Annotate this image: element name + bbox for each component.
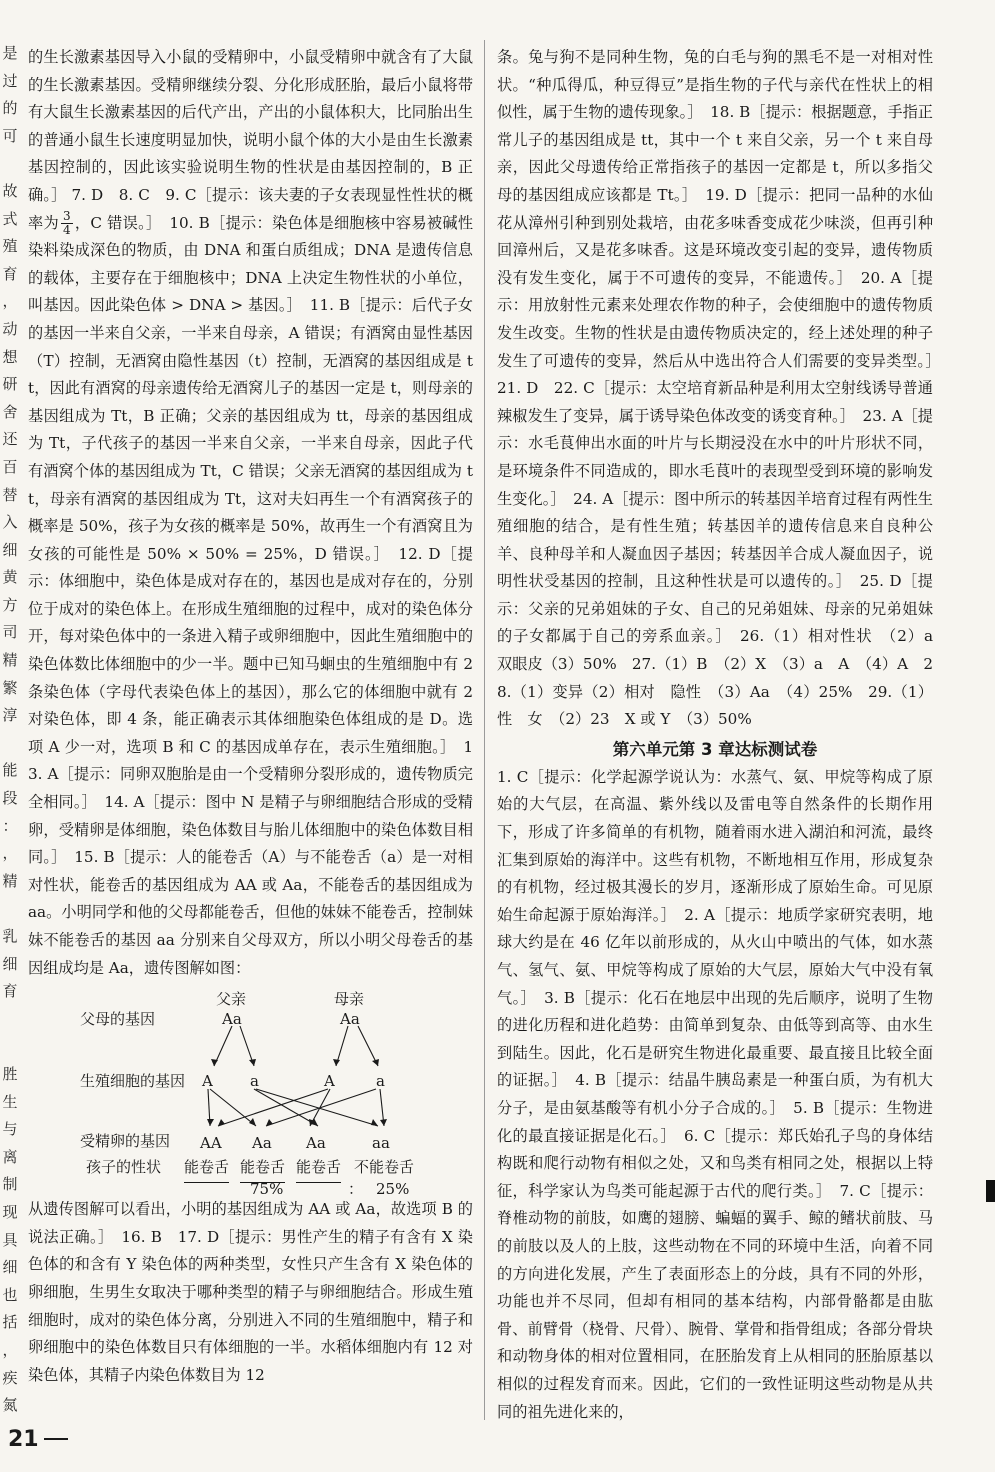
margin-char: 精 xyxy=(2,651,18,670)
left-margin-strip xyxy=(0,40,20,1420)
zygote-AA: AA xyxy=(200,1134,222,1153)
page-number-dash xyxy=(44,1438,68,1440)
mother-label: 母亲 xyxy=(334,990,365,1009)
gamete-father-A: A xyxy=(202,1072,213,1091)
row-label-zygotes: 受精卵的基因 xyxy=(80,1132,171,1151)
mother-gene: Aa xyxy=(340,1010,360,1029)
row-label-parents: 父母的基因 xyxy=(80,1010,156,1029)
margin-char: 氮 xyxy=(2,1396,18,1415)
margin-char: 研 xyxy=(2,375,18,394)
margin-char: 的 xyxy=(2,99,18,118)
margin-char: 黄 xyxy=(2,568,18,587)
margin-char: 淳 xyxy=(2,706,18,725)
margin-char: 替 xyxy=(2,485,18,504)
margin-char: 想 xyxy=(2,347,18,366)
edge-bookmark-tab xyxy=(986,1180,995,1202)
margin-char: 与 xyxy=(2,1120,18,1139)
father-label: 父亲 xyxy=(216,990,247,1009)
gamete-father-a: a xyxy=(250,1072,259,1091)
zygote-Aa-1: Aa xyxy=(252,1134,272,1153)
trait-roll-3: 能卷舌 xyxy=(296,1154,341,1183)
margin-char: 方 xyxy=(2,595,18,614)
fraction-denominator: 4 xyxy=(62,223,71,238)
gamete-mother-a: a xyxy=(376,1072,385,1091)
inheritance-diagram xyxy=(28,986,473,1199)
margin-char: 精 xyxy=(2,871,18,890)
margin-char: 故 xyxy=(2,181,18,200)
margin-char: 细 xyxy=(2,954,18,973)
margin-char: 还 xyxy=(2,430,18,449)
zygote-aa: aa xyxy=(372,1134,390,1153)
margin-char: 乳 xyxy=(2,927,18,945)
left-column xyxy=(28,44,473,1389)
margin-char: 细 xyxy=(2,1258,18,1277)
left-text-1a: 的生长激素基因导入小鼠的受精卵中，小鼠受精卵中就含有了大鼠的生长激素基因。受精卵继续分裂、分化形成胚胎，最后小鼠将带有大鼠生长激素基因的后代产出，产出的小鼠体积大，比同胎出生的普通小鼠生长速度明显加快，说明小鼠个体的大小是由生长激素基因控制的，因此该实验说明生物的性状是由基因控制的，B 正确。］ 7. D 8. C 9. C［提示：该夫妻的子女表现显性性状的概率为 xyxy=(28,48,473,232)
margin-char: 育 xyxy=(2,982,18,1001)
margin-char: 繁 xyxy=(2,678,18,697)
row-label-traits: 孩子的性状 xyxy=(86,1158,162,1177)
margin-char: 百 xyxy=(2,457,18,476)
margin-char: 现 xyxy=(2,1202,18,1221)
margin-char: 胜 xyxy=(2,1064,18,1083)
margin-char: 疾 xyxy=(2,1368,18,1387)
margin-char: 司 xyxy=(2,623,18,642)
line-a-Aa xyxy=(254,1089,318,1126)
trait-roll-2: 能卷舌 xyxy=(240,1154,285,1183)
margin-char: ， xyxy=(2,844,18,863)
trait-no-roll: 不能卷舌 xyxy=(354,1158,415,1177)
margin-char: ： xyxy=(2,816,18,835)
margin-char: 过 xyxy=(2,71,18,90)
margin-char: 式 xyxy=(2,209,18,228)
margin-char: 段 xyxy=(2,789,18,808)
gamete-mother-A: A xyxy=(324,1072,335,1091)
left-text-1b: ，C 错误。］ 10. B［提示：染色体是细胞核中容易被碱性染料染成深色的物质，由 DNA 和蛋白质组成；DNA 是遗传信息的载体，主要存在于细胞核中；DNA 上决定生物性状的小单位，叫基因。因此染色体 > DNA > 基因。］ 11. B［提示：后代子女的基因一半来自父亲，一半来自母亲，A 错误；有酒窝由显性基因（T）控制，无酒窝由隐性基因（t）控制，无酒窝的基因组成是 tt，因此有酒窝的母亲遗传给无酒窝儿子的基因一定是 t，则母亲的基因组成为 Tt，B 正确；父亲的基因组成为 tt，母亲的基因组成为 Tt，子代孩子的基因一半来自父亲，一半来自母亲，因此子代有酒窝个体的基因组成为 Tt，C 错误；父亲无酒窝的基因组成为 tt，母亲有酒窝的基因组成为 Tt，这对夫妇再生一个有酒窝孩子的概率是 50%，孩子为女孩的概率是 50%，故再生一个有酒窝且为女孩的可能性是 50% × 50% = 25%，D 错误。］ 12. D［提示：体细胞中，染色体是成对存在的，基因也是成对存在的，分别位于成对的染色体上。在形成生殖细胞的过程中，成对的染色体分开，每对染色体中的一条进入精子或卵细胞中，因此生殖细胞中的染色体数比体细胞中的少一半。题中已知马蛔虫的生殖细胞中有 2 条染色体（字母代表染色体上的基因），那么它的体细胞中就有 2 对染色体，即 4 条，能正确表示其体细胞染色体组成的是 D。选项 A 少一对，选项 B 和 C 的基因成单存在，表示生殖细胞。］ 13. A［提示：同卵双胞胎是由一个受精卵分裂形成的，遗传物质完全相同。］ 14. A［提示：图中 N 是精子与卵细胞结合形成的受精卵，受精卵是体细胞，染色体数目与胎儿体细胞中的染色体数目相同。］ 15. B［提示：人的能卷舌（A）与不能卷舌（a）是一对相对性状，能卷舌的基因组成为 AA 或 Aa，不能卷舌的基因组成为 aa。小明同学和他的父母都能卷舌，但他的妹妹不能卷舌，控制妹妹不能卷舌的基因 aa 分别来自父母双方，所以小明父母卷舌的基因组成均是 Aa，遗传图解如图： xyxy=(28,213,474,977)
right-paragraph-1: 条。兔与狗不是同种生物，兔的白毛与狗的黑毛不是一对相对性状。“种瓜得瓜，种豆得豆”是指生物的子代与亲代在性状上的相似性，属于生物的遗传现象。］ 18. B［提示：根据题意，手指正常儿子的基因组成是 tt，其中一个 t 来自父亲，另一个 t 来自母亲，因此父母遗传给正常指孩子的基因一定都是 t，所以多指父母的基因组成应该都是 Tt。］ 19. D［提示：把同一品种的水仙花从漳州引种到别处栽培，由花多味香变成花少味淡，但再引种回漳州后，又是花多味香。这是环境改变引起的变异，遗传物质没有发生变化，属于不可遗传的变异，不能遗传。］ 20. A［提示：用放射性元素来处理农作物的种子，会使细胞中的遗传物质发生改变。生物的性状是由遗传物质决定的，经上述处理的种子发生了可遗传的变异，然后从中选出符合人们需要的变异类型。］ 21. D 22. C［提示：太空培育新品种是利用太空射线诱导普通辣椒发生了变异，属于诱导染色体改变的诱变育种。］ 23. A［提示：水毛茛伸出水面的叶片与长期浸没在水中的叶片形状不同，是环境条件不同造成的，即水毛茛叶的表现型受到环境的影响发生变化。］ 24. A［提示：图中所示的转基因羊培育过程有两性生殖细胞的结合，是有性生殖；转基因羊的遗传信息来自良种公羊、良种母羊和人凝血因子基因；转基因羊合成人凝血因子，说明性状受基因的控制，且这种性状是可以遗传的。］ 25. D［提示：父亲的兄弟姐妹的子女、自己的兄弟姐妹、母亲的兄弟姐妹的子女都属于自己的旁系血亲。］ 26.（1）相对性状 （2）a 双眼皮（3）50% 27.（1）B （2）X （3）a A （4）A 28.（1）变异（2）相对 隐性 （3）Aa （4）25% 29.（1）性 女 （2）23 X 或 Y （3）50% xyxy=(497,48,949,729)
margin-char: 育 xyxy=(2,264,18,283)
zygote-Aa-2: Aa xyxy=(306,1134,326,1153)
margin-char: 可 xyxy=(2,126,18,145)
margin-char: 细 xyxy=(2,540,18,559)
column-divider xyxy=(484,40,485,1420)
section-title: 第六单元第 3 章达标测试卷 xyxy=(612,739,818,759)
row-label-gametes: 生殖细胞的基因 xyxy=(80,1072,186,1091)
ratio-left: 75% xyxy=(250,1180,284,1199)
margin-char: 具 xyxy=(2,1230,18,1249)
line-mother-a xyxy=(358,1026,378,1066)
left-paragraph-1 xyxy=(28,44,473,982)
margin-char: 生 xyxy=(2,1092,18,1111)
left-paragraph-2: 从遗传图解可以看出，小明的基因组成为 AA 或 Aa，故选项 B 的说法正确。］ 16. B 17. D［提示：男性产生的精子有含有 X 染色体的和含有 Y 染色体的两种类型，女性只产生含有 X 染色体的卵细胞，生男生女取决于哪种类型的精子与卵细胞结合。形成生殖细胞时，成对的染色体分离，分别进入不同的生殖细胞中，精子和卵细胞中的染色体数目只有体细胞的一半。水稻体细胞内有 12 对染色体，其精子内染色体数目为 12 xyxy=(28,1200,473,1384)
margin-char: 括 xyxy=(2,1313,18,1332)
margin-char: 离 xyxy=(2,1147,18,1166)
margin-char: 是 xyxy=(2,44,18,62)
margin-char: ， xyxy=(2,1340,18,1359)
margin-char: 动 xyxy=(2,319,18,338)
ratio-right: 25% xyxy=(376,1180,410,1199)
margin-char: 殖 xyxy=(2,237,18,256)
margin-char: 入 xyxy=(2,513,18,532)
trait-roll-1: 能卷舌 xyxy=(184,1154,229,1183)
margin-char: ， xyxy=(2,292,18,311)
right-paragraph-2: 1. C［提示：化学起源学说认为：水蒸气、氨、甲烷等构成了原始的大气层，在高温、紫外线以及雷电等自然条件的长期作用下，形成了许多简单的有机物，随着雨水进入湖泊和河流，最终汇集到原始的海洋中。这些有机物，不断地相互作用，形成复杂的有机物，经过极其漫长的岁月，逐渐形成了原始生命。可见原始生命起源于原始海洋。］ 2. A［提示：地质学家研究表明，地球大约是在 46 亿年以前形成的，从火山中喷出的气体，如水蒸气、氢气、氨、甲烷等构成了原始的大气层，原始大气中没有氧气。］ 3. B［提示：化石在地层中出现的先后顺序，说明了生物的进化历程和进化趋势：由简单到复杂、由低等到高等、由水生到陆生。因此，化石是研究生物进化最重要、最直接且比较全面的证据。］ 4. B［提示：结晶牛胰岛素是一种蛋白质，为有机大分子，是由氨基酸等有机小分子合成的。］ 5. B［提示：生物进化的最直接证据是化石。］ 6. C［提示：郑氏始孔子鸟的身体结构既和爬行动物有相似之处，又和鸟类有相同之处，根据以上特征，科学家认为鸟类可能起源于古代的爬行类。］ 7. C［提示：脊椎动物的前肢，如鹰的翅膀、蝙蝠的翼手、鲸的鳍状前肢、马的前肢以及人的上肢，这些动物在不同的环境中生活，向着不同的方向进化发展，产生了表面形态上的分歧，具有不同的外形，功能也并不尽同，但却有相同的基本结构，内部骨骼都是由肱骨、前臂骨（桡骨、尺骨）、腕骨、掌骨和指骨组成；各部分骨块和动物身体的相对位置相同，在胚胎发育上从相同的胚胎原基以相似的过程发育而来。因此，它们的一致性证明这些动物是从共同的祖先进化来的， xyxy=(497,767,933,1421)
fraction-numerator: 3 xyxy=(62,209,71,224)
margin-char: 制 xyxy=(2,1175,18,1194)
margin-char: 能 xyxy=(2,761,18,780)
page-number: 21 xyxy=(8,1427,39,1452)
fraction-three-quarters xyxy=(61,210,73,237)
margin-char: 也 xyxy=(2,1285,18,1304)
ratio-colon: ： xyxy=(348,1180,364,1199)
margin-char: 舍 xyxy=(2,402,18,421)
right-column xyxy=(497,44,949,1426)
father-gene: Aa xyxy=(222,1010,242,1029)
